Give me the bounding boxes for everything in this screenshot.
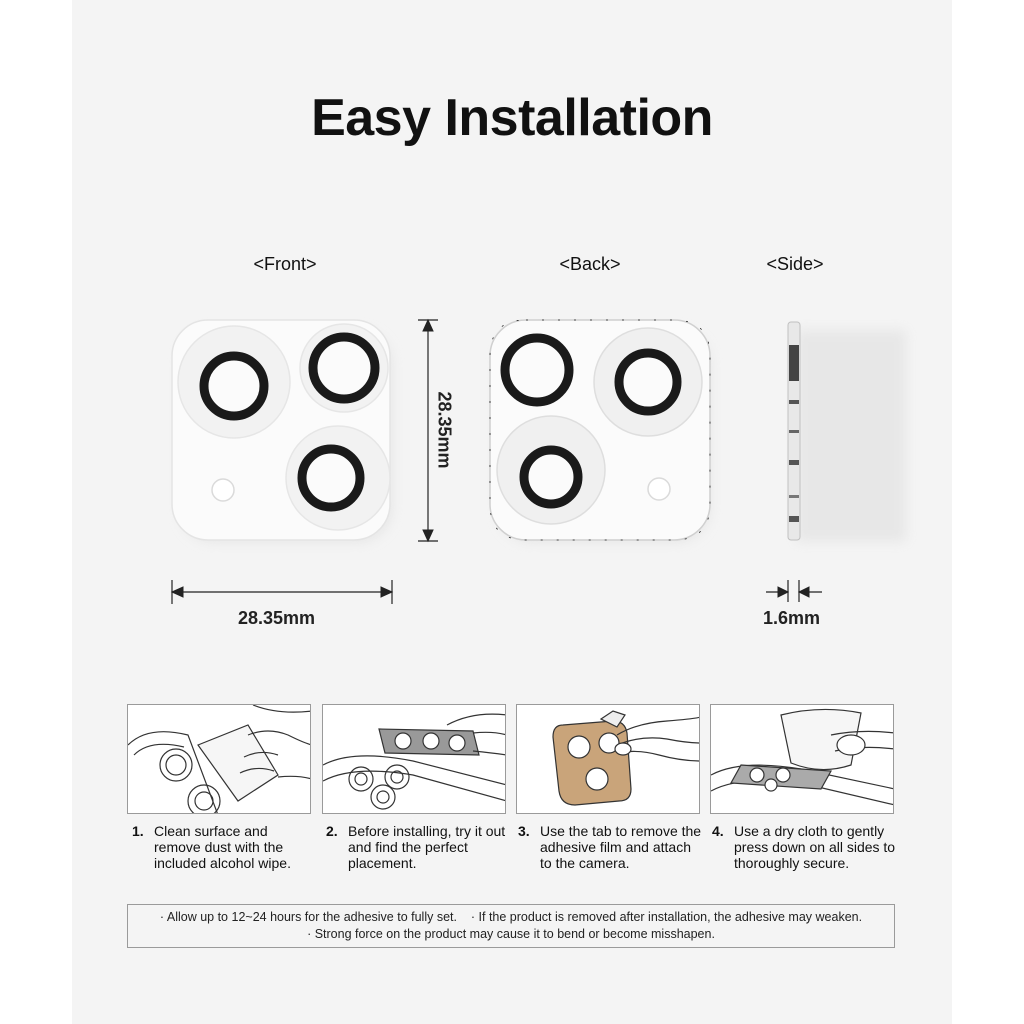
caution-notes (127, 904, 895, 948)
step-4-description: Use a dry cloth to gently press down on all sides to thoroughly secure. (734, 823, 896, 871)
step-2-text (326, 823, 510, 871)
step-1-illustration (127, 704, 311, 814)
note-adhesive-weaken: · If the product is removed after installation, the adhesive may weaken. (470, 910, 863, 924)
peel-film-icon (517, 705, 700, 814)
note-adhesive-set: · Allow up to 12~24 hours for the adhesive to fully set. (159, 910, 457, 924)
step-1-number: 1. (132, 823, 144, 839)
step-3-description: Use the tab to remove the adhesive film and attach to the camera. (540, 823, 702, 871)
thickness-dimension-label: 1.6mm (763, 608, 821, 628)
step-4-illustration (710, 704, 894, 814)
side-protector-illustration (788, 322, 906, 542)
width-dimension-arrow (172, 580, 392, 604)
back-view-label: <Back> (559, 254, 621, 274)
wipe-icon (128, 705, 311, 814)
placement-icon (323, 705, 506, 814)
front-lens-ring-3 (302, 449, 360, 507)
step-2-number: 2. (326, 823, 338, 839)
front-protector-illustration (172, 320, 392, 542)
step-2-illustration (322, 704, 506, 814)
back-lens-ring-2 (619, 353, 677, 411)
notes-line-1 (128, 909, 894, 926)
side-view-label: <Side> (766, 254, 824, 274)
back-protector-illustration (490, 320, 710, 542)
step-3-number: 3. (518, 823, 530, 839)
back-lens-ring-1 (505, 338, 569, 402)
height-dimension-label: 28.35mm (434, 391, 455, 469)
press-cloth-icon (711, 705, 894, 814)
step-1-text (132, 823, 316, 871)
width-dimension-label: 28.35mm (238, 608, 316, 628)
front-lens-ring-2 (313, 337, 375, 399)
thickness-dimension-arrow (766, 580, 822, 602)
step-2-description: Before installing, try it out and find the perfect placement. (348, 823, 506, 871)
step-1-description: Clean surface and remove dust with the included alcohol wipe. (154, 823, 291, 871)
note-strong-force: · Strong force on the product may cause it to bend or become misshapen. (307, 927, 715, 941)
front-lens-ring-1 (204, 356, 264, 416)
step-3-illustration (516, 704, 700, 814)
step-3-text (518, 823, 702, 871)
front-view-label: <Front> (253, 254, 317, 274)
page-title: Easy Installation (311, 89, 713, 147)
back-lens-ring-3 (524, 450, 578, 504)
step-4-text (712, 823, 896, 871)
step-4-number: 4. (712, 823, 724, 839)
